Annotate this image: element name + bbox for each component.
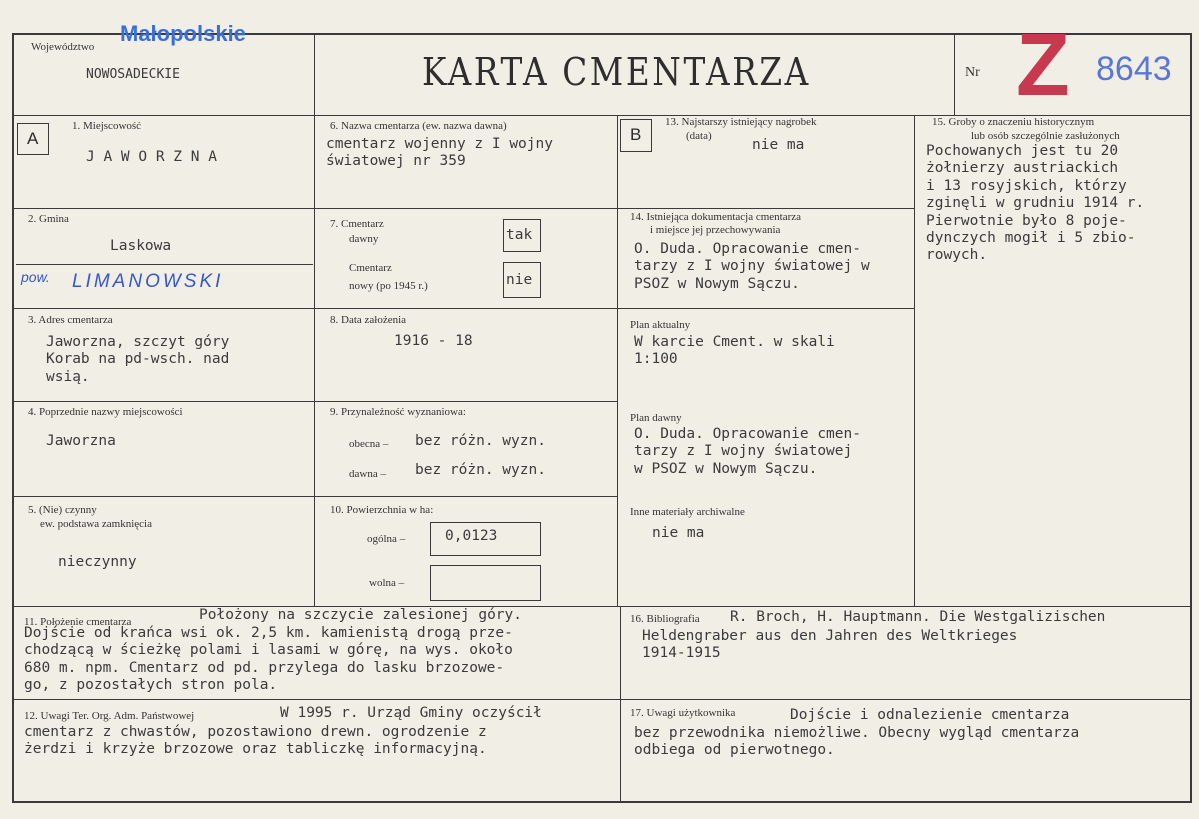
f12-first-line: W 1995 r. Urząd Gminy oczyścił — [280, 705, 542, 721]
f8-value: 1916 - 18 — [394, 333, 473, 349]
f17-first-line: Dojście i odnalezienie cmentarza — [790, 707, 1070, 723]
f14-label: 14. Istniejąca dokumentacja cmentarza — [630, 211, 802, 223]
voivodeship-label: Województwo — [31, 41, 95, 53]
divider — [620, 606, 621, 803]
f7-label-4: nowy (po 1945 r.) — [349, 280, 428, 292]
f5-label-2: ew. podstawa zamknięcia — [40, 518, 152, 530]
f2-hand-value: LIMANOWSKI — [72, 271, 224, 292]
nr-label: Nr — [965, 65, 980, 80]
f1-label: 1. Miejscowość — [72, 120, 142, 132]
other-archival-label: Inne materiały archiwalne — [630, 506, 745, 518]
f11-value: Dojście od krańca wsi ok. 2,5 km. kamienistą drogą prze- chodzącą w ścieżkę polami i lasami w górę, na wys. około 680 m. npm. Cmentarz od pd. przylega do lasku brzozowe- go, z pozostałych stron pola. — [24, 625, 513, 694]
f17-value: bez przewodnika niemożliwe. Obecny wygląd cmentarza odbiega od pierwotnego. — [634, 725, 1080, 759]
f12-value: cmentarz z chwastów, pozostawiono drewn. ogrodzenie z żerdzi i krzyże brzozowe oraz tabliczkę informacyjną. — [24, 724, 487, 758]
voivodeship-value: NOWOSADECKIE — [86, 67, 180, 82]
f2-hand-prefix: pow. — [21, 269, 50, 285]
f17-label: 17. Uwagi użytkownika — [630, 707, 736, 719]
plan-current-label: Plan aktualny — [630, 319, 691, 331]
f9-former-value: bez różn. wyzn. — [415, 462, 546, 478]
f4-value: Jaworzna — [46, 433, 116, 449]
divider — [14, 401, 617, 402]
f10-label: 10. Powierzchnia w ha: — [330, 504, 434, 516]
f14-value: O. Duda. Opracowanie cmen- tarzy z I wojny światowej w PSOZ w Nowym Sączu. — [634, 241, 870, 292]
divider — [14, 208, 914, 209]
f14-label-2: i miejsce jej przechowywania — [650, 224, 781, 236]
f2-label: 2. Gmina — [28, 213, 69, 225]
f5-label: 5. (Nie) czynny — [28, 504, 97, 516]
f11-label: 11. Położenie cmentarza — [24, 616, 132, 628]
f16-first-line: R. Broch, H. Hauptmann. Die Westgalizischen — [730, 609, 1106, 625]
f10-total-value: 0,0123 — [445, 528, 498, 544]
cemetery-card — [12, 15, 1192, 803]
section-a-letter: A — [27, 129, 39, 148]
f13-label-2: (data) — [686, 130, 712, 142]
divider — [954, 35, 955, 115]
f16-value: Heldengraber aus den Jahren des Weltkrieges 1914-1915 — [642, 628, 1018, 662]
f10-total-label: ogólna – — [367, 533, 406, 545]
f13-value: nie ma — [752, 137, 805, 153]
plan-former-value: O. Duda. Opracowanie cmen- tarzy z I wojny światowej w PSOZ w Nowym Sączu. — [634, 426, 861, 477]
f9-former-label: dawna – — [349, 468, 386, 480]
f3-value: Jaworzna, szczyt góry Korab na pd-wsch. nad wsią. — [46, 334, 230, 385]
f15-label: 15. Groby o znaczeniu historycznym — [932, 116, 1095, 128]
f8-label: 8. Data założenia — [330, 314, 407, 326]
f9-label: 9. Przynależność wyznaniowa: — [330, 406, 466, 418]
f3-label: 3. Adres cmentarza — [28, 314, 113, 326]
f6-value: cmentarz wojenny z I wojny światowej nr 359 — [326, 136, 553, 170]
f10-total-box — [430, 522, 541, 556]
f5-value: nieczynny — [58, 554, 137, 570]
divider — [617, 115, 618, 606]
divider — [14, 308, 914, 309]
voivodeship-stamp: Małopolskie — [120, 21, 246, 46]
f7-box-old-value: tak — [506, 227, 533, 243]
divider — [14, 699, 1190, 700]
f1-value: J A W O R Z N A — [86, 149, 217, 165]
section-b-letter: B — [630, 125, 642, 144]
f10-free-box — [430, 565, 541, 601]
f7-label: 7. Cmentarz — [330, 218, 384, 230]
divider — [14, 606, 1190, 607]
plan-former-label: Plan dawny — [630, 412, 682, 424]
other-archival-value: nie ma — [652, 525, 705, 541]
section-b-box — [620, 119, 652, 152]
card-title: KARTA CMENTARZA — [422, 50, 811, 94]
f2-value: Laskowa — [110, 238, 172, 254]
divider-thin — [16, 264, 313, 265]
f6-label: 6. Nazwa cmentarza (ew. nazwa dawna) — [330, 120, 507, 132]
divider — [14, 496, 617, 497]
nr-stamp: Z — [1016, 15, 1070, 114]
f7-label-2: dawny — [349, 233, 379, 245]
f12-label: 12. Uwagi Ter. Org. Adm. Państwowej — [24, 710, 195, 722]
f9-current-value: bez różn. wyzn. — [415, 433, 546, 449]
f10-free-label: wolna – — [369, 577, 405, 589]
section-a-box — [17, 123, 49, 155]
f9-current-label: obecna – — [349, 438, 389, 450]
f7-box-new — [503, 262, 541, 298]
f7-label-3: Cmentarz — [349, 262, 392, 274]
f15-label-2: lub osób szczególnie zasłużonych — [971, 130, 1120, 142]
nr-handwritten: 8643 — [1096, 50, 1172, 88]
f16-label: 16. Bibliografia — [630, 613, 700, 625]
f13-label: 13. Najstarszy istniejący nagrobek — [665, 116, 817, 128]
f11-first-line: Położony na szczycie zalesionej góry. — [199, 607, 523, 623]
plan-current-value: W karcie Cment. w skali 1:100 — [634, 334, 835, 368]
f15-value: Pochowanych jest tu 20 żołnierzy austriackich i 13 rosyjskich, którzy zginęli w grudniu 1914 r. Pierwotnie było 8 poje- dynczych mogił i 5 zbio- rowych. — [926, 143, 1145, 264]
f7-box-old — [503, 219, 541, 252]
f4-label: 4. Poprzednie nazwy miejscowości — [28, 406, 183, 418]
divider — [314, 35, 315, 606]
divider — [914, 115, 915, 606]
f7-box-new-value: nie — [506, 272, 533, 288]
